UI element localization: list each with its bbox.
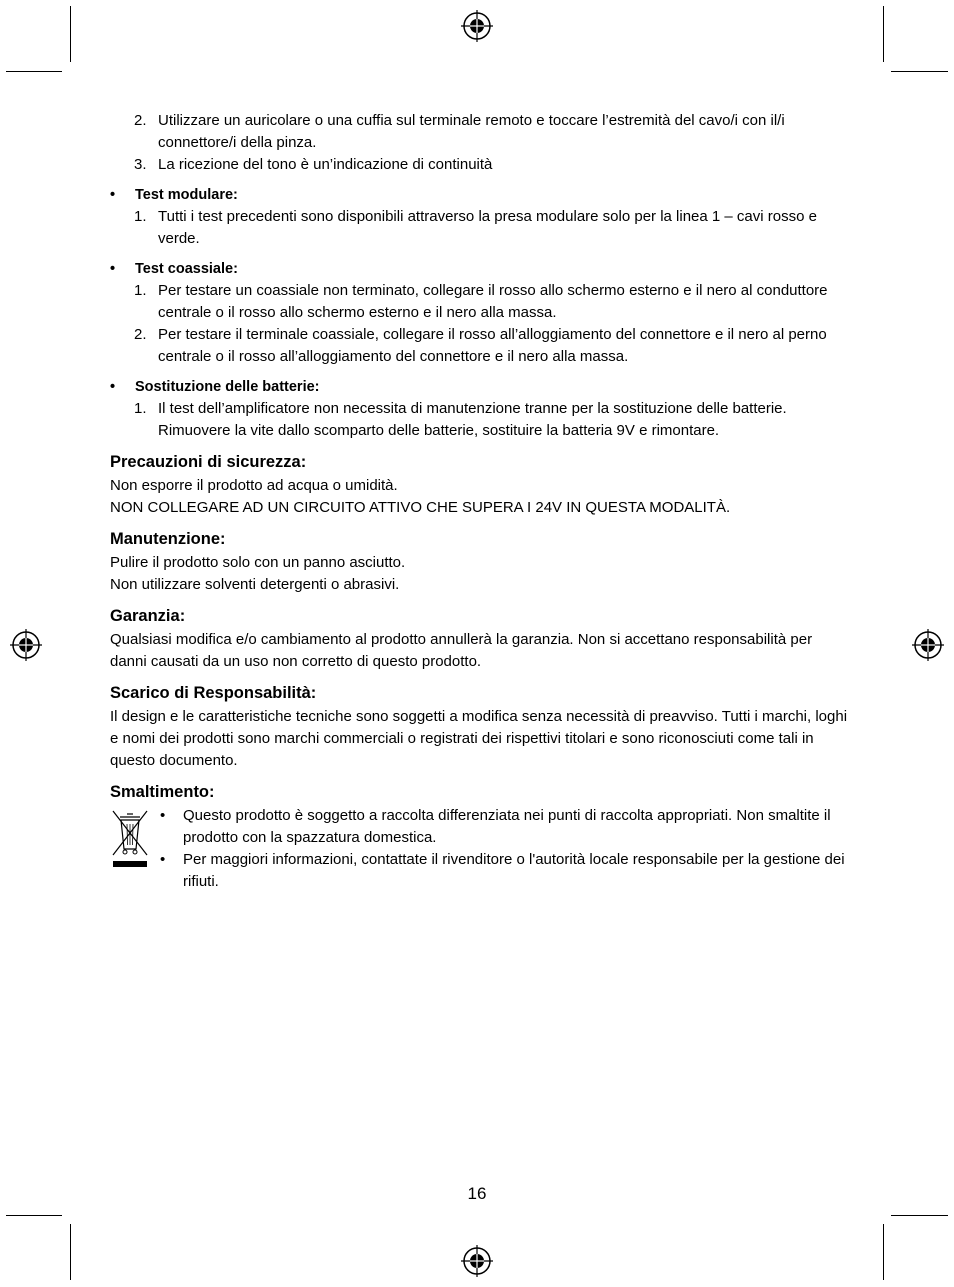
list-item: 2. Utilizzare un auricolare o una cuffia sul terminale remoto e toccare l’estremità del cavo/i con il/i connettore/i della pinza. [134,112,785,151]
coax-test-steps [110,280,850,368]
crop-mark-top-left-h [6,71,62,72]
crop-mark-top-left-v [70,6,71,62]
continuity-steps [110,110,850,176]
list-item: 2. Per testare il terminale coassiale, collegare il rosso all’alloggiamento del connettore e il nero al perno centrale o il rosso all’alloggiamento del connettore e il nero alla massa. [134,326,827,365]
registration-mark-bottom-icon [461,1245,493,1277]
crop-mark-top-right-v [883,6,884,62]
disposal-heading: Smaltimento: [110,783,215,801]
safety-heading: Precauzioni di sicurezza: [110,453,307,471]
page-content [110,110,850,893]
battery-replacement-steps [110,398,850,442]
crop-mark-bottom-right-v [883,1224,884,1280]
modular-test-title: • Test modulare: [110,187,238,203]
maintenance-heading: Manutenzione: [110,530,226,548]
crop-mark-top-right-h [891,71,948,72]
coax-test-title: • Test coassiale: [110,261,238,277]
warranty-heading: Garanzia: [110,607,186,625]
list-item: • Per maggiori informazioni, contattate il rivenditore o l'autorità locale responsabile per la gestione dei rifiuti. [160,851,845,890]
maintenance-line: Pulire il prodotto solo con un panno asciutto. [110,554,406,571]
registration-mark-right-icon [912,629,944,661]
disposal-section [110,805,850,893]
maintenance-line: Non utilizzare solventi detergenti o abrasivi. [110,576,400,593]
safety-warning: NON COLLEGARE AD UN CIRCUITO ATTIVO CHE SUPERA I 24V IN QUESTA MODALITÀ. [110,499,731,516]
registration-mark-top-icon [461,10,493,42]
disclaimer-text: Il design e le caratteristiche tecniche sono soggetti a modifica senza necessità di preavviso. Tutti i marchi, loghi e nomi dei prodotti sono marchi commerciali o registrati dei rispettivi titolari e sono riconosciuti come tali in questo documento. [110,708,848,769]
battery-replacement-title: • Sostituzione delle batterie: [110,379,320,395]
list-item: 3. La ricezione del tono è un’indicazione di continuità [134,156,493,173]
safety-line: Non esporre il prodotto ad acqua o umidità. [110,477,398,494]
list-item: 1. Il test dell’amplificatore non necessita di manutenzione tranne per la sostituzione delle batterie. Rimuovere la vite dallo scomparto delle batterie, sostituire la batteria 9V e rimontare. [134,400,787,439]
modular-test-steps [110,206,850,250]
disclaimer-heading: Scarico di Responsabilità: [110,684,317,702]
disposal-list [110,805,850,893]
list-item: 1. Tutti i test precedenti sono disponibili attraverso la presa modulare solo per la linea 1 – cavi rosso e verde. [134,208,817,247]
list-item: • Questo prodotto è soggetto a raccolta differenziata nei punti di raccolta appropriati. Non smaltite il prodotto con la spazzatura domestica. [160,807,831,846]
weee-crossed-bin-icon [110,809,150,869]
warranty-text: Qualsiasi modifica e/o cambiamento al prodotto annullerà la garanzia. Non si accettano responsabilità per danni causati da un uso non corretto di questo prodotto. [110,631,813,670]
list-item: 1. Per testare un coassiale non terminato, collegare il rosso allo schermo esterno e il nero al conduttore centrale o il rosso allo schermo esterno e il nero alla massa. [134,282,828,321]
crop-mark-bottom-left-v [70,1224,71,1280]
crop-mark-bottom-left-h [6,1215,62,1216]
crop-mark-bottom-right-h [891,1215,948,1216]
registration-mark-left-icon [10,629,42,661]
page-number: 16 [467,1184,487,1203]
